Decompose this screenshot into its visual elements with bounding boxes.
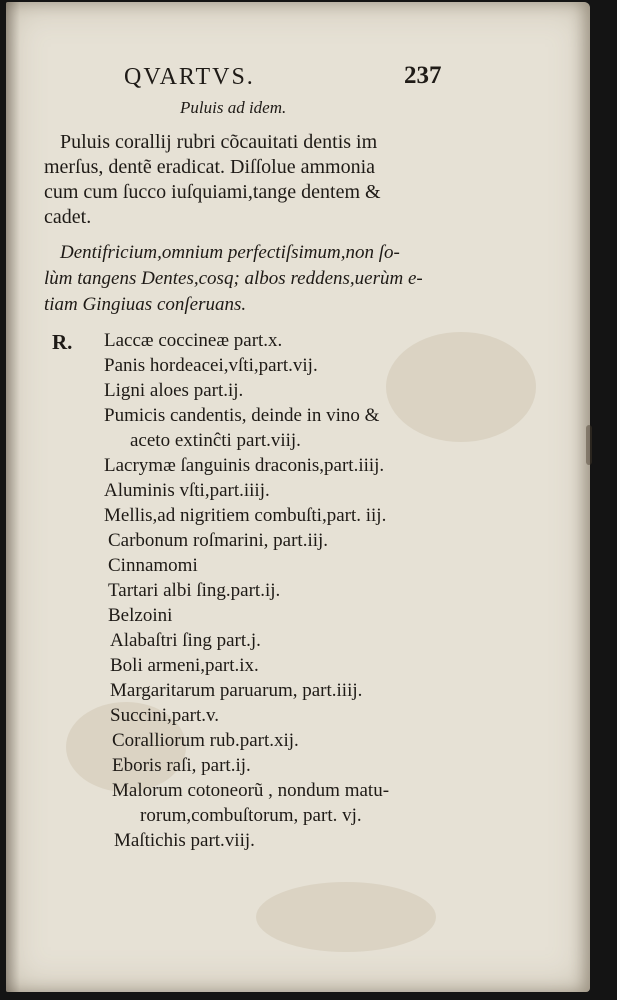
ingredient-line: Malorum cotoneorũ , nondum matu- bbox=[112, 780, 390, 801]
ingredient-line: Maſtichis part.viij. bbox=[114, 830, 255, 851]
text-line: lùm tangens Dentes,cosq; albos reddens,uerùm e- bbox=[44, 268, 423, 289]
ingredient-line: Alabaſtri ſing part.j. bbox=[110, 630, 261, 651]
text-line: cum cum ſucco iuſquiami,tange dentem & bbox=[44, 181, 381, 203]
recipe-symbol: R. bbox=[52, 330, 73, 354]
page-number: 237 bbox=[404, 62, 442, 89]
paper-stain bbox=[386, 332, 536, 442]
ingredient-line: Cinnamomi bbox=[108, 555, 198, 576]
section-subheading: Puluis ad idem. bbox=[180, 98, 287, 117]
ingredient-line: Succini,part.v. bbox=[110, 705, 220, 726]
ingredient-line: Ligni aloes part.ij. bbox=[104, 380, 244, 401]
running-header bbox=[124, 60, 464, 94]
binding-mark bbox=[586, 425, 592, 465]
text-line: cadet. bbox=[44, 206, 92, 228]
ingredient-line: aceto extinĉti part.viij. bbox=[130, 430, 301, 451]
ingredient-line: Panis hordeacei,vſti,part.vij. bbox=[104, 355, 318, 376]
ingredient-line: Margaritarum paruarum, part.iiij. bbox=[110, 680, 363, 701]
ingredient-line: Pumicis candentis, deinde in vino & bbox=[104, 405, 380, 426]
paragraph-dentifricium bbox=[44, 240, 464, 318]
ingredient-line: Lacrymæ ſanguinis draconis,part.iiij. bbox=[104, 455, 385, 476]
chapter-title: QVARTVS. bbox=[124, 64, 255, 90]
ingredient-line: Tartari albi ſing.part.ij. bbox=[108, 580, 281, 601]
ingredient-line: Mellis,ad nigritiem combuſti,part. iij. bbox=[104, 505, 387, 526]
ingredient-line: Boli armeni,part.ix. bbox=[110, 655, 259, 676]
spine-shadow bbox=[6, 2, 20, 992]
ingredient-line: Laccæ coccineæ part.x. bbox=[104, 330, 283, 351]
paper-stain bbox=[256, 882, 436, 952]
text-line: Puluis corallij rubri cõcauitati dentis im bbox=[60, 131, 378, 153]
paragraph-puluis bbox=[44, 130, 464, 230]
ingredient-line: Carbonum roſmarini, part.iij. bbox=[108, 530, 329, 551]
text-line: tiam Gingiuas conſeruans. bbox=[44, 294, 247, 315]
ingredient-line: Belzoini bbox=[108, 605, 173, 626]
ingredient-line: Aluminis vſti,part.iiij. bbox=[104, 480, 270, 501]
ingredient-line: Eboris raſi, part.ij. bbox=[112, 755, 251, 776]
ingredient-line: rorum,combuſtorum, part. vj. bbox=[140, 805, 362, 826]
text-line: merſus, dentẽ eradicat. Diſſolue ammonia bbox=[44, 156, 375, 178]
ingredient-line: Coralliorum rub.part.xij. bbox=[112, 730, 299, 751]
text-line: Dentifricium,omnium perfectiſsimum,non ſo- bbox=[60, 242, 400, 263]
